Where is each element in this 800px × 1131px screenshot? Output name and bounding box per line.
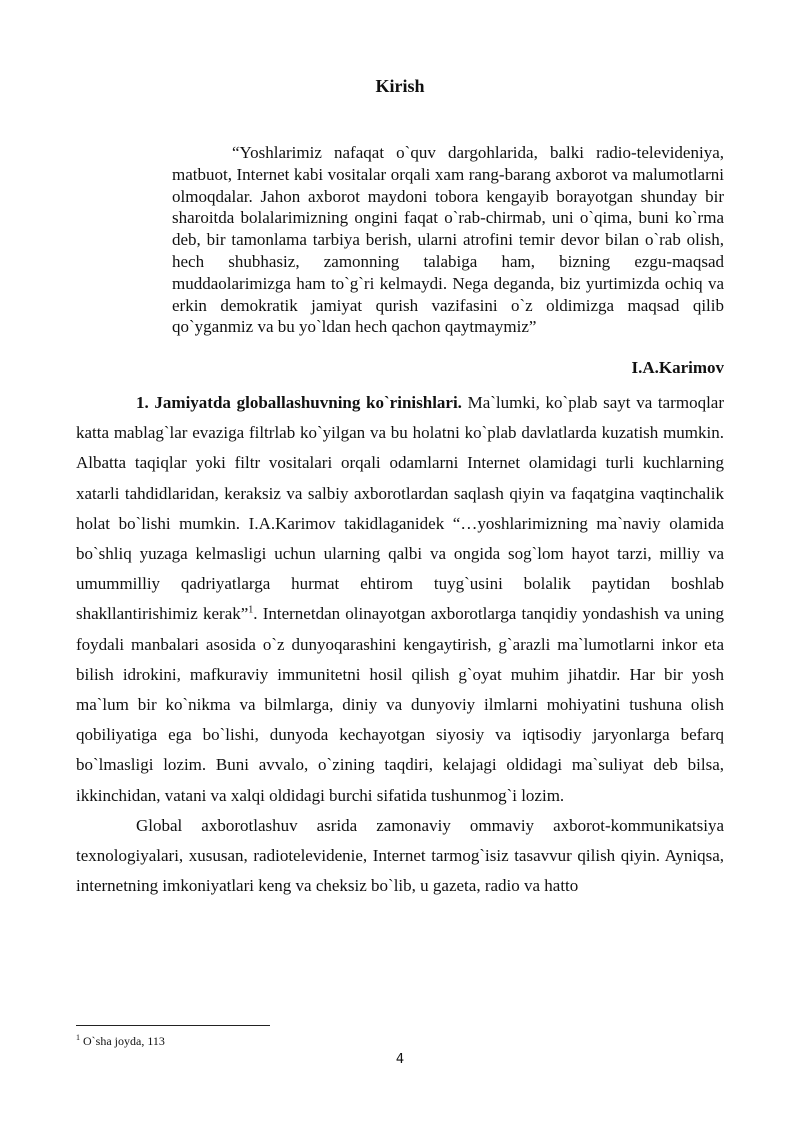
paragraph-1-text-b: . Internetdan olinayotgan axborotlarga tanqidiy yondashish va uning foydali manbalari asosida o`z dunyoqarashini kengaytirish, g`arazli ma`lumotlarni inkor eta bilish idrokini, mafkuraviy immunitetni hosil qilish g`oyat muhim jihatdir. Har bir yosh ma`lum bir ko`nikma va bilmlarga, diniy va dunyoviy ilmlarni mohiyatini tushuna olish qobiliyatiga ega bo`lishi, dunyoda kechayotgan siyosiy va iqtisodiy jaryonlarga befarq bo`lmasligi lozim. Buni avvalo, o`zining taqdiri, kelajagi oldidagi ma`suliyat deb bilsa, ikkinchidan, vatani va xalqi oldidagi burchi sifatida tushunmog`i lozim. — [76, 604, 724, 805]
epigraph-quote — [172, 142, 724, 338]
footnote-mark: 1 — [76, 1033, 80, 1042]
epigraph-author: I.A.Karimov — [631, 358, 724, 377]
paragraph-1 — [76, 388, 724, 811]
footnote-text: O`sha joyda, 113 — [80, 1034, 165, 1048]
footnote-ref: 1 — [248, 604, 254, 616]
footnote-separator — [76, 1025, 270, 1026]
epigraph-text: “Yoshlarimiz nafaqat o`quv dargohlarida, balki radio-televideniya, matbuot, Internet kabi vositalar orqali xam rang-barang axborot va malumotlarni olmoqdalar. Jahon axborot maydoni tobora kengayib borayotgan shunday bir sharoitda bolalarimizning ongini faqat o`rab-chirmab, uni o`qima, buni ko`rma deb, bir tamonlama tarbiya berish, ularni atrofini temir devor bilan o`rab olish, hech shubhasiz, zamonning talabiga ham, bizning ezgu-maqsad muddaolarimizga ham to`g`ri kelmaydi. Nega deganda, biz yurtimizda ochiq va erkin demokratik jamiyat qurish vazifasini o`z oldimizga maqsad qilib qo`yganmiz va bu yo`ldan hech qachon qaytmaymiz” — [172, 143, 724, 337]
footnote — [76, 1034, 165, 1049]
paragraph-1-text-a: Ma`lumki, ko`plab sayt va tarmoqlar katta mablag`lar evaziga filtrlab ko`yilgan va bu holatni ko`plab davlatlarda kuzatish mumkin. Albatta taqiqlar yoki filtr vositalari orqali odamlarni Internet olamidagi turli kuchlarning xatarli tahdidlaridan, keraksiz va salbiy axborotlardan saqlash qiyin va faqatgina vaqtinchalik holat bo`lishi mumkin. I.A.Karimov takidlaganidek “…yoshlarimizning ma`naviy olamida bo`shliq yuzaga kelmasligi uchun ularning qalbi va ongida sog`lom hayot tarzi, milliy va umummilliy qadriyatlarga hurmat ehtirom tuyg`usini bolalik paytidan boshlab shakllantirishimiz kerak” — [76, 393, 724, 624]
main-text — [76, 388, 724, 901]
paragraph-2: Global axborotlashuv asrida zamonaviy ommaviy axborot-kommunikatsiya texnologiyalari, xususan, radiotelevidenie, Internet tarmog`isiz tasavvur qilish qiyin. Ayniqsa, internetning imkoniyatlari keng va cheksiz bo`lib, u gazeta, radio va hatto — [76, 815, 724, 896]
page-title: Kirish — [375, 76, 425, 96]
page-number: 4 — [395, 1052, 405, 1067]
section-heading: 1. Jamiyatda globallashuvning ko`rinishlari. — [136, 393, 462, 412]
